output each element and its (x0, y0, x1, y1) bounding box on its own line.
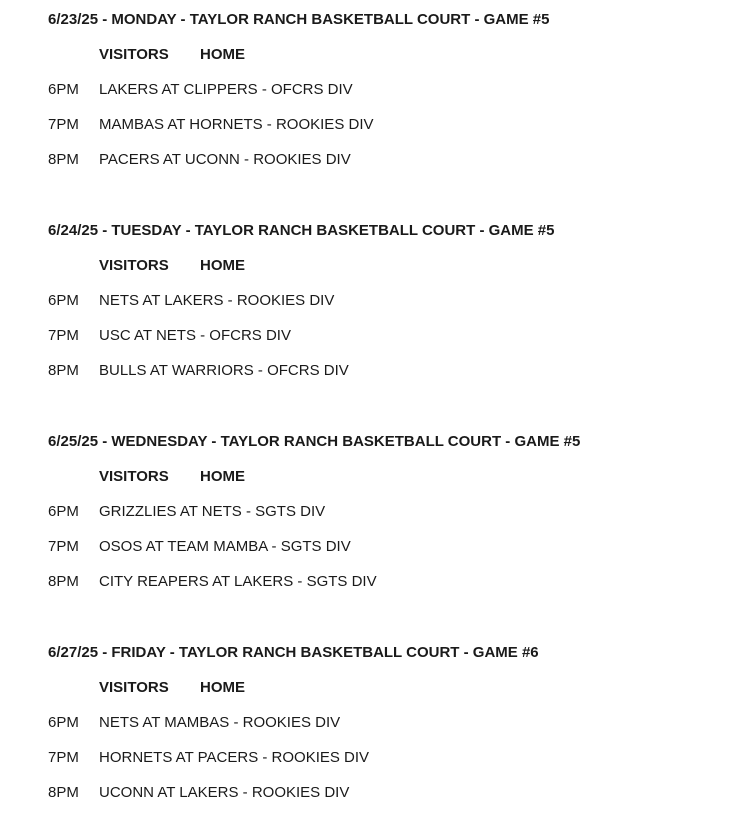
column-labels (99, 467, 748, 487)
column-labels (99, 678, 748, 698)
game-row (48, 326, 748, 346)
home-label: HOME (200, 46, 245, 63)
schedule-day-section (48, 221, 748, 381)
game-time: 8PM (48, 362, 79, 379)
home-label: HOME (200, 257, 245, 274)
schedule-day-section (48, 10, 748, 170)
schedule-day-section (48, 643, 748, 803)
game-time: 8PM (48, 573, 79, 590)
game-time: 6PM (48, 81, 79, 98)
game-matchup: NETS AT MAMBAS - ROOKIES DIV (99, 714, 341, 731)
game-time: 7PM (48, 749, 79, 766)
game-row (48, 748, 748, 768)
day-heading: 6/25/25 - WEDNESDAY - TAYLOR RANCH BASKETBALL COURT - GAME #5 (48, 433, 581, 450)
game-matchup: LAKERS AT CLIPPERS - OFCRS DIV (99, 81, 353, 98)
day-heading: 6/23/25 - MONDAY - TAYLOR RANCH BASKETBALL COURT - GAME #5 (48, 11, 550, 28)
game-time: 7PM (48, 327, 79, 344)
game-matchup: NETS AT LAKERS - ROOKIES DIV (99, 292, 335, 309)
day-heading: 6/27/25 - FRIDAY - TAYLOR RANCH BASKETBALL COURT - GAME #6 (48, 644, 539, 661)
game-matchup: MAMBAS AT HORNETS - ROOKIES DIV (99, 116, 374, 133)
game-row (48, 713, 748, 733)
game-row (48, 361, 748, 381)
game-time: 7PM (48, 538, 79, 555)
game-row (48, 291, 748, 311)
column-labels (99, 45, 748, 65)
home-label: HOME (200, 468, 245, 485)
column-labels (99, 256, 748, 276)
game-matchup: OSOS AT TEAM MAMBA - SGTS DIV (99, 538, 351, 555)
game-row (48, 150, 748, 170)
game-time: 6PM (48, 503, 79, 520)
game-time: 7PM (48, 116, 79, 133)
game-matchup: BULLS AT WARRIORS - OFCRS DIV (99, 362, 349, 379)
game-matchup: PACERS AT UCONN - ROOKIES DIV (99, 151, 351, 168)
schedule-day-section (48, 432, 748, 592)
game-time: 8PM (48, 151, 79, 168)
visitors-label: VISITORS (99, 257, 169, 274)
day-heading: 6/24/25 - TUESDAY - TAYLOR RANCH BASKETBALL COURT - GAME #5 (48, 222, 555, 239)
game-matchup: CITY REAPERS AT LAKERS - SGTS DIV (99, 573, 377, 590)
game-row (48, 80, 748, 100)
game-time: 6PM (48, 292, 79, 309)
game-row (48, 572, 748, 592)
game-row (48, 115, 748, 135)
visitors-label: VISITORS (99, 468, 169, 485)
visitors-label: VISITORS (99, 679, 169, 696)
game-time: 6PM (48, 714, 79, 731)
game-matchup: UCONN AT LAKERS - ROOKIES DIV (99, 784, 350, 801)
game-time: 8PM (48, 784, 79, 801)
game-matchup: GRIZZLIES AT NETS - SGTS DIV (99, 503, 326, 520)
game-row (48, 783, 748, 803)
visitors-label: VISITORS (99, 46, 169, 63)
game-row (48, 502, 748, 522)
game-row (48, 537, 748, 557)
game-matchup: HORNETS AT PACERS - ROOKIES DIV (99, 749, 370, 766)
game-matchup: USC AT NETS - OFCRS DIV (99, 327, 291, 344)
home-label: HOME (200, 679, 245, 696)
